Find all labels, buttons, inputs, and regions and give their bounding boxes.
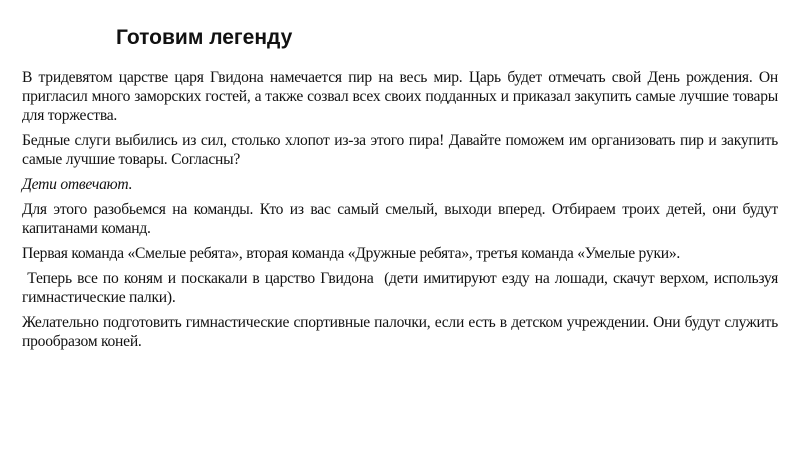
slide-title: Готовим легенду	[116, 26, 293, 49]
slide-body	[22, 68, 782, 357]
paragraph-intro: В тридевятом царстве царя Гвидона намечается пир на весь мир. Царь будет отмечать свой День рождения. Он пригласил много заморских гостей, а также созвал всех своих подданных и приказал закупить самые лучшие товары для торжества.	[22, 69, 778, 124]
paragraph-ride: Теперь все по коням и поскакали в царство Гвидона (дети имитируют езду на лошади, скачут верхом, используя гимнастические палки).	[22, 270, 782, 306]
paragraph-teams: Для этого разобьемся на команды. Кто из вас самый смелый, выходи вперед. Отбираем троих детей, они будут капитанами команд.	[22, 201, 778, 237]
paragraph-note: Желательно подготовить гимнастические спортивные палочки, если есть в детском учреждении. Они будут служить прообразом коней.	[22, 314, 778, 350]
paragraph-servants: Бедные слуги выбились из сил, столько хлопот из-за этого пира! Давайте поможем им организовать пир и закупить самые лучшие товары. Согласны?	[22, 132, 778, 168]
paragraph-children-answer: Дети отвечают.	[22, 176, 133, 193]
paragraph-team-names: Первая команда «Смелые ребята», вторая команда «Дружные ребята», третья команда «Умелые руки».	[22, 245, 681, 262]
